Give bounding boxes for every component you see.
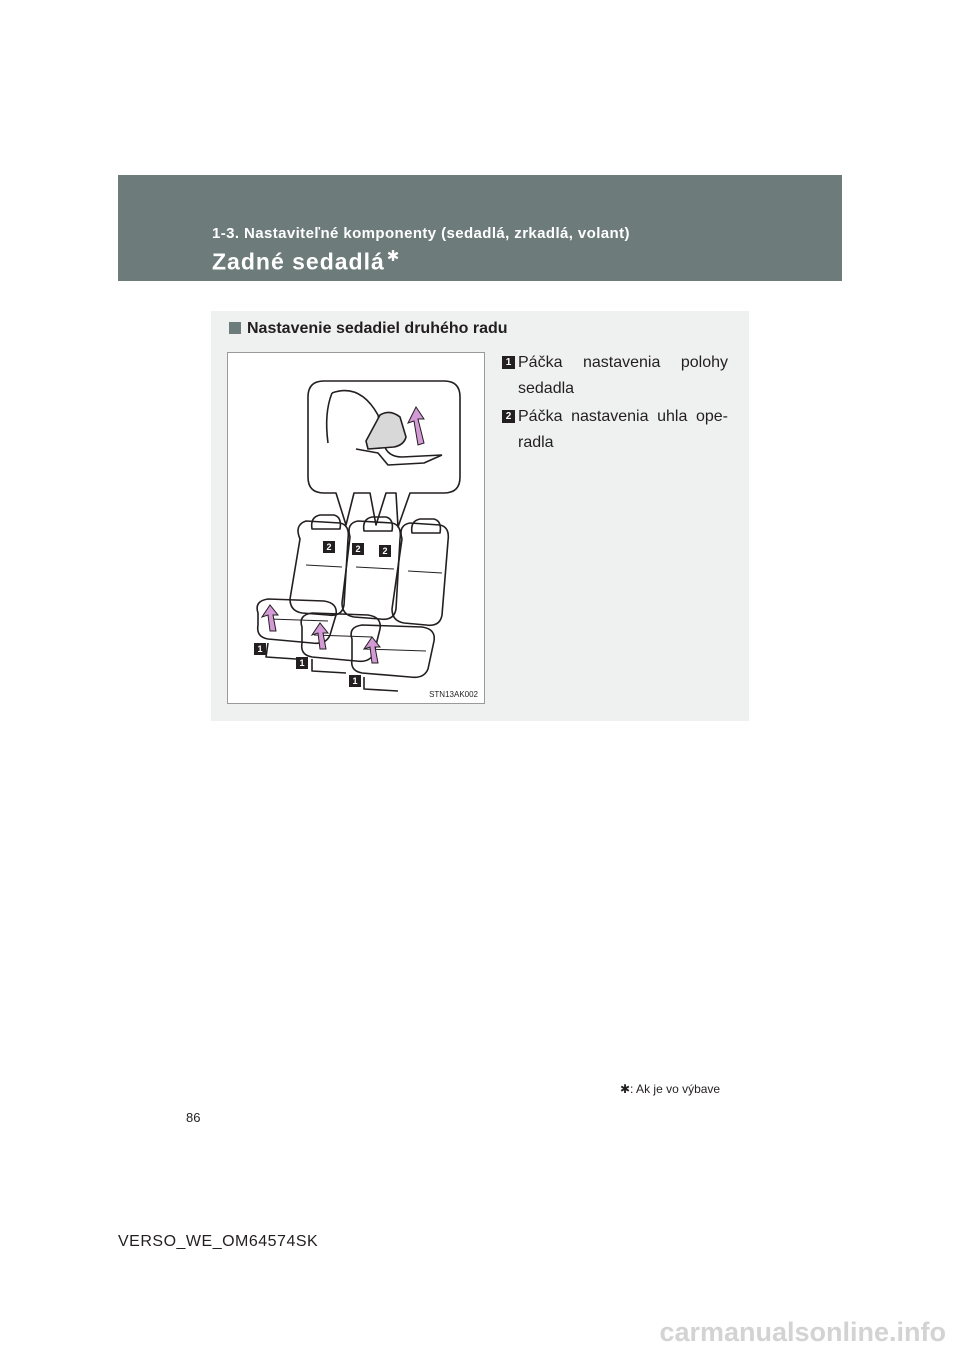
badge-seat-position-middle: 1: [296, 657, 308, 669]
document-code: VERSO_WE_OM64574SK: [118, 1233, 319, 1250]
badge-seat-recline-middle: 2: [352, 543, 364, 555]
inset-lever: [366, 412, 406, 449]
badge-seat-position-right: 1: [349, 675, 361, 687]
section-label: 1-3. Nastaviteľné komponenty (sedadlá, zrkadlá, volant): [212, 225, 630, 242]
header-band: [118, 175, 842, 281]
inset-frame: [308, 381, 460, 527]
content-panel: [211, 311, 749, 721]
callout-seatback-angle: [502, 404, 728, 456]
badge-seat-recline-left: 2: [323, 541, 335, 553]
square-bullet-icon: [229, 322, 241, 334]
rear-seats-drawing: [228, 353, 484, 703]
callout-text-1: Páčka nastavenia polohy sedadla: [518, 354, 728, 397]
page-title: [212, 247, 400, 276]
page-number: 86: [186, 1110, 201, 1125]
callout-seat-position: [502, 350, 728, 402]
badge-seat-position-left: 1: [254, 643, 266, 655]
badge-seat-recline-right: 2: [379, 545, 391, 557]
seat-illustration: [227, 352, 485, 704]
callout-text-2: Páčka nastavenia uhla ope-radla: [518, 408, 728, 451]
footnote: ✱: Ak je vo výbave: [620, 1082, 721, 1096]
page-title-text: Zadné sedadlá: [212, 248, 385, 275]
sub-heading-text: Nastavenie sedadiel druhého radu: [247, 320, 508, 337]
watermark: carmanualsonline.info: [659, 1317, 946, 1347]
sub-heading: [229, 320, 508, 338]
illustration-code: STN13AK002: [429, 690, 478, 699]
optional-equipment-mark: ✱: [386, 248, 401, 265]
callout-number-1: 1: [502, 356, 515, 369]
callout-number-2: 2: [502, 410, 515, 423]
